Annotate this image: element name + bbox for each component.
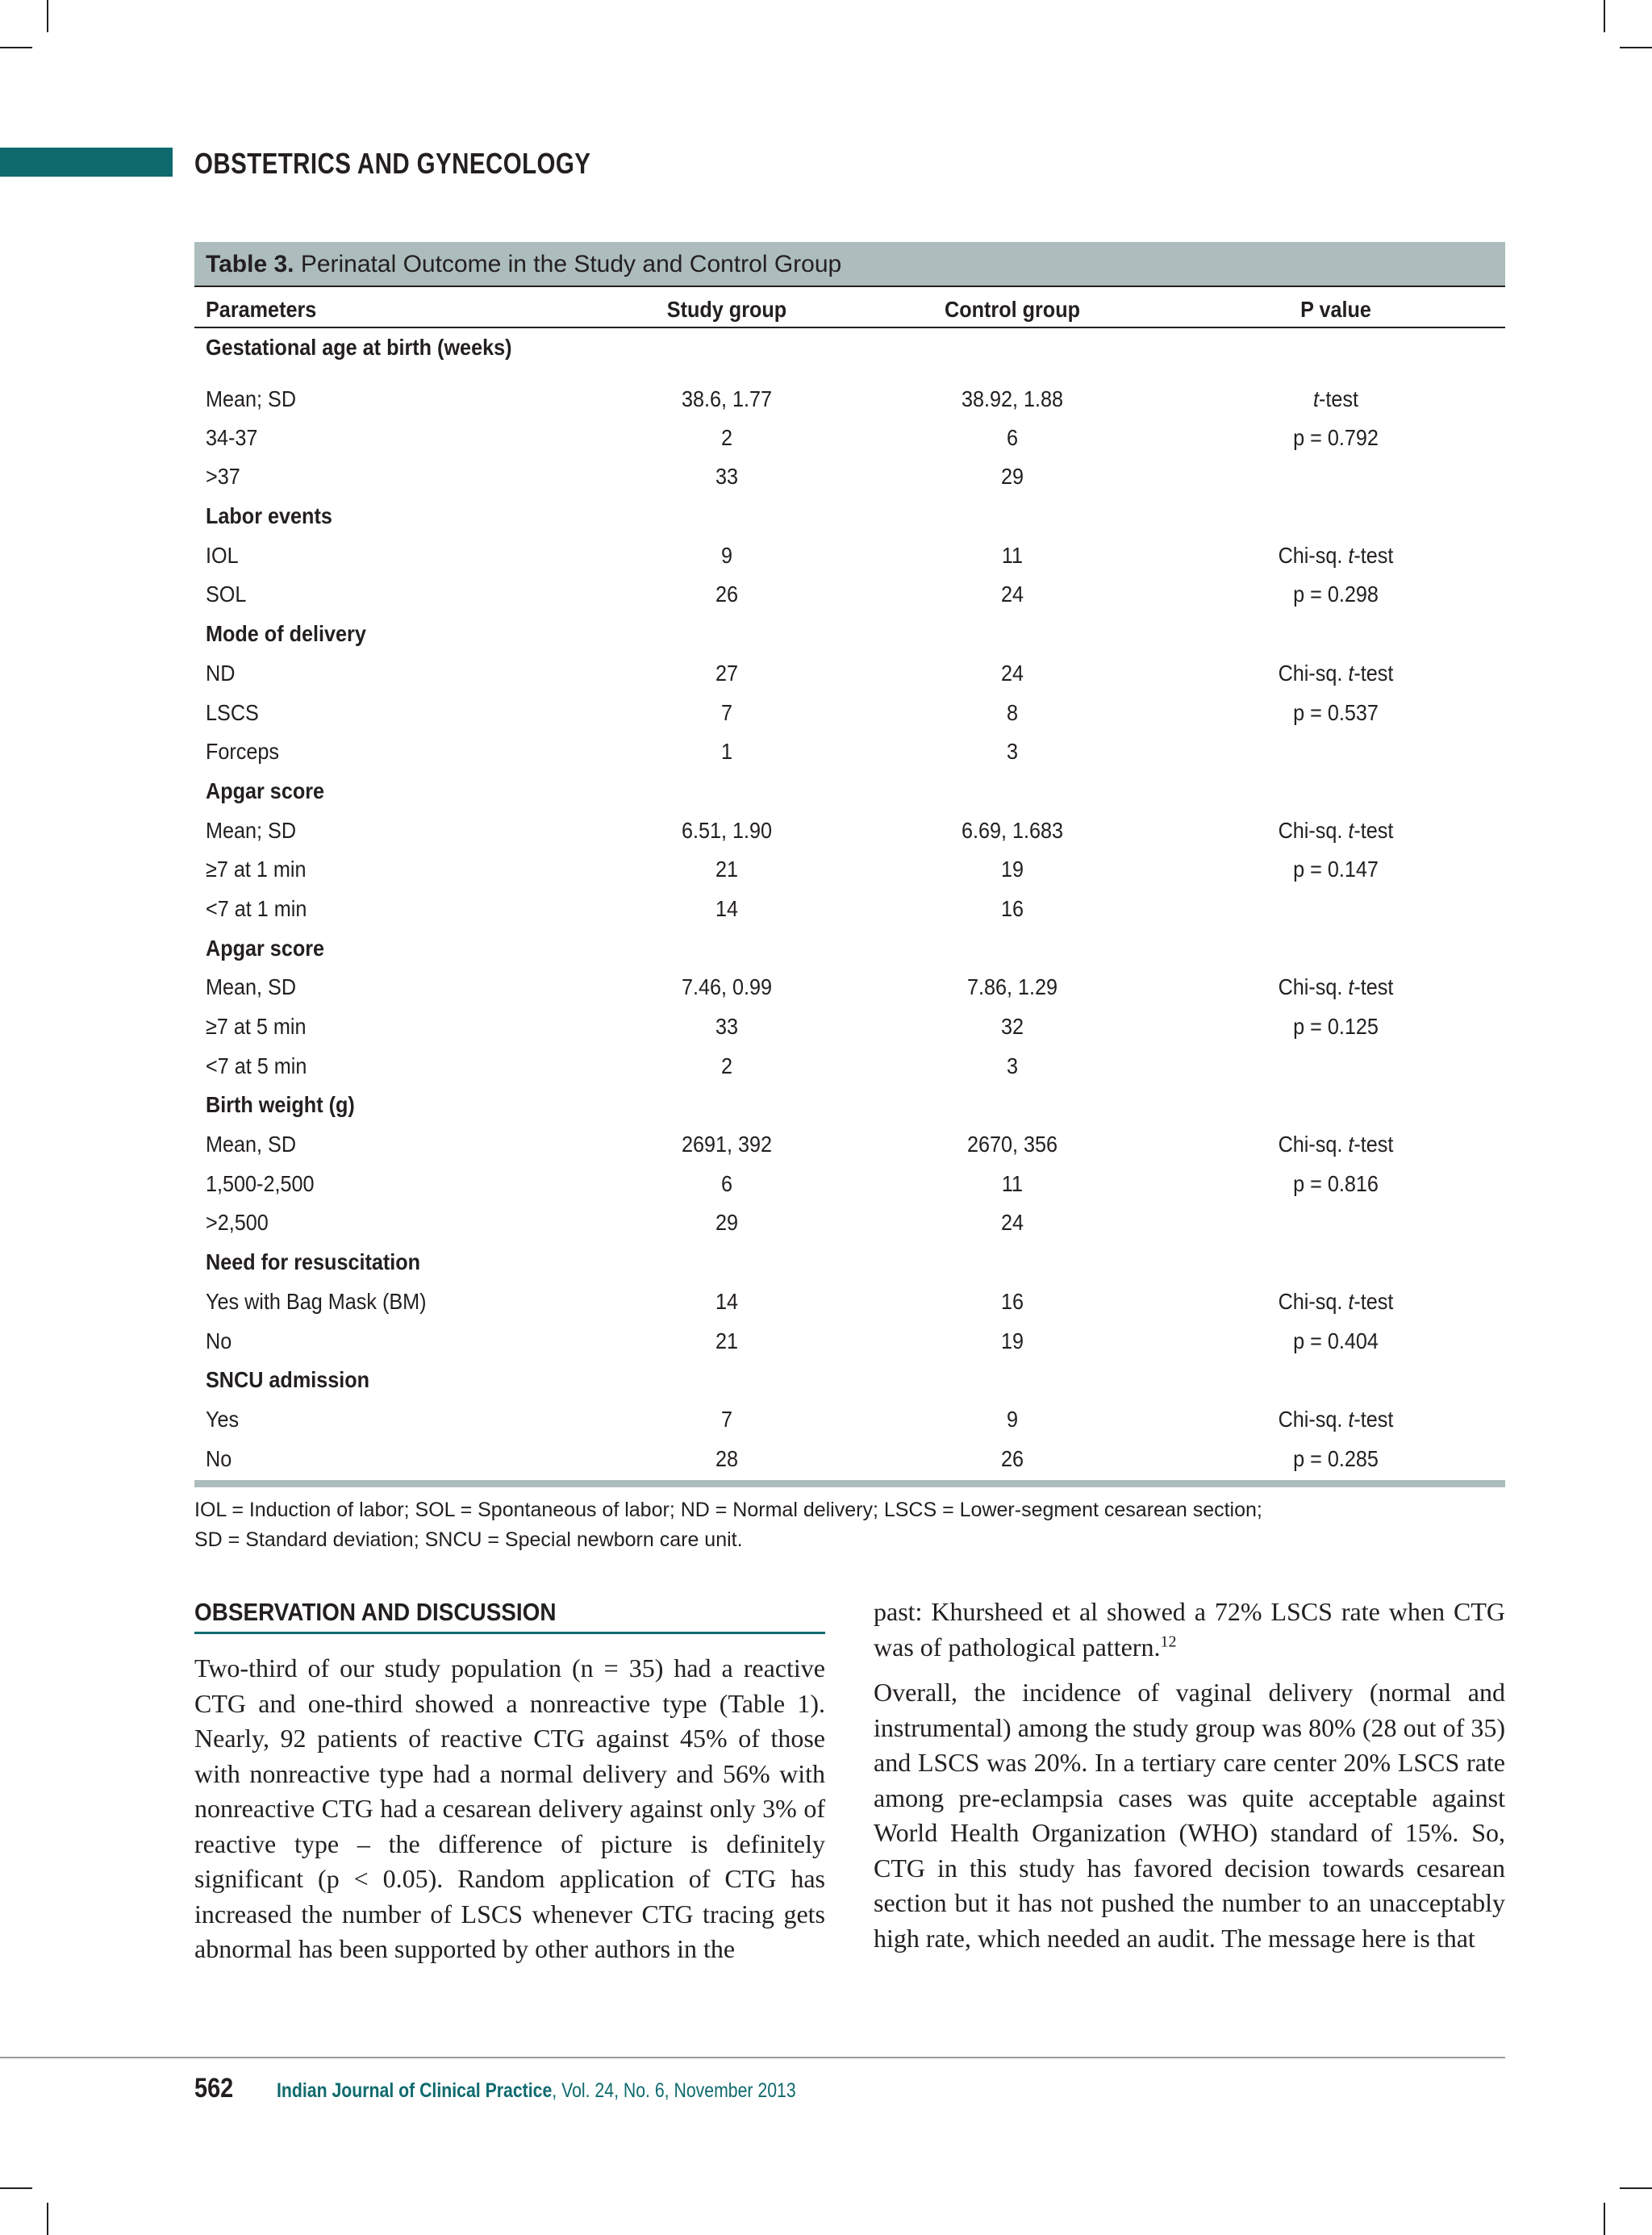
- table-row: [194, 369, 1505, 419]
- section-subheading: OBSERVATION AND DISCUSSION: [194, 1598, 557, 1626]
- row-label: ≥7 at 1 min: [206, 857, 307, 882]
- table-row: [194, 575, 1505, 615]
- crop-mark: [1604, 0, 1605, 32]
- study-value: 7: [720, 699, 733, 725]
- group-title: Birth weight (g): [206, 1092, 355, 1118]
- footer-rule: [0, 2057, 1505, 2058]
- row-label: No: [206, 1445, 232, 1471]
- section-title: OBSTETRICS AND GYNECOLOGY: [194, 147, 591, 180]
- p-value: Chi-sq. t-test: [1278, 1288, 1394, 1314]
- row-label: 34-37: [206, 424, 258, 450]
- p-value: Chi-sq. t-test: [1278, 542, 1394, 568]
- footnote-line: SD = Standard deviation; SNCU = Special newborn care unit.: [194, 1528, 743, 1551]
- study-value: 2691, 392: [681, 1132, 773, 1157]
- column-header: Study group: [666, 297, 787, 322]
- journal-name: Indian Journal of Clinical Practice: [277, 2079, 553, 2102]
- row-label: LSCS: [206, 699, 259, 725]
- body-paragraph: Overall, the incidence of vaginal delivery (normal and instrumental) among the study group was 80% (28 out of 35) and LSCS was 20%. In a tertiary care center 20% LSCS rate among pre-eclampsia cases was quite acceptable against World Health Organization (WHO) standard of 15%. So, CTG in this study has favored decision towards cesarean section but it has not pushed the number to an unacceptably high rate, which needed an audit. The message here is that: [874, 1678, 1505, 1953]
- control-value: 16: [1000, 895, 1024, 921]
- table-row: [194, 694, 1505, 733]
- table-group-row: [194, 772, 1505, 811]
- study-value: 26: [715, 582, 739, 607]
- column-header: Control group: [945, 297, 1080, 322]
- control-value: 3: [1006, 1053, 1019, 1078]
- study-value: 14: [715, 1288, 739, 1314]
- table-row: [194, 1203, 1505, 1243]
- row-label: <7 at 1 min: [206, 895, 307, 921]
- study-value: 28: [715, 1445, 739, 1471]
- table-caption-text: Perinatal Outcome in the Study and Control Group: [300, 251, 842, 277]
- row-label: >2,500: [206, 1210, 269, 1236]
- left-column: [194, 1651, 825, 1967]
- study-value: 7.46, 0.99: [681, 974, 773, 1000]
- p-value: p = 0.147: [1293, 857, 1379, 882]
- table-row: [194, 890, 1505, 929]
- control-value: 24: [1000, 660, 1024, 686]
- table-row: [194, 457, 1505, 497]
- column-header: Parameters: [206, 297, 317, 322]
- control-value: 19: [1000, 1328, 1024, 1353]
- footnote-line: IOL = Induction of labor; SOL = Spontaneous of labor; ND = Normal delivery; LSCS = Lower-segment cesarean section;: [194, 1499, 1262, 1521]
- table-row: [194, 1165, 1505, 1204]
- study-value: 6.51, 1.90: [681, 817, 773, 843]
- crop-mark: [47, 0, 48, 32]
- table-row: [194, 1125, 1505, 1165]
- control-value: 8: [1006, 699, 1019, 725]
- table-body: [194, 328, 1505, 1479]
- table-group-row: [194, 615, 1505, 654]
- p-value: p = 0.298: [1293, 582, 1379, 607]
- table-group-row: [194, 1243, 1505, 1282]
- table-caption-label: Table 3.: [206, 251, 294, 277]
- study-value: 38.6, 1.77: [681, 386, 773, 411]
- group-title: Apgar score: [206, 935, 325, 961]
- p-value: p = 0.537: [1293, 699, 1379, 725]
- row-label: Mean, SD: [206, 1132, 297, 1157]
- page-number: 562: [194, 2073, 234, 2104]
- table-row: [194, 732, 1505, 772]
- study-value: 2: [720, 424, 733, 450]
- control-value: 29: [1000, 464, 1024, 490]
- table-footnote: [194, 1495, 1262, 1555]
- outcome-table: [194, 242, 1505, 1487]
- group-title: Need for resuscitation: [206, 1249, 421, 1275]
- row-label: SOL: [206, 582, 247, 607]
- table-row: [194, 419, 1505, 458]
- study-value: 7: [720, 1406, 733, 1432]
- control-value: 6.69, 1.683: [961, 817, 1064, 843]
- table-row: [194, 654, 1505, 694]
- table-group-row: [194, 497, 1505, 536]
- study-value: 1: [720, 739, 733, 765]
- control-value: 16: [1000, 1288, 1024, 1314]
- row-label: Yes: [206, 1406, 240, 1432]
- study-value: 29: [715, 1210, 739, 1236]
- right-column: [874, 1595, 1505, 1956]
- reference-marker: 12: [1160, 1632, 1177, 1650]
- study-value: 33: [715, 464, 739, 490]
- group-title: Apgar score: [206, 778, 325, 803]
- control-value: 6: [1006, 424, 1019, 450]
- body-paragraph: Two-third of our study population (n = 35) had a reactive CTG and one-third showed a nonreactive type (Table 1). Nearly, 92 patients of reactive CTG against 45% of those with nonreactive type had a normal delivery and 56% with nonreactive CTG had a cesarean delivery against only 3% of reactive type – the difference of picture is definitely significant (p < 0.05). Random application of CTG has increased the number of LSCS whenever CTG tracing gets abnormal has been supported by other authors in the: [194, 1653, 825, 1963]
- control-value: 2670, 356: [966, 1132, 1058, 1157]
- section-color-bar: [0, 148, 173, 177]
- crop-mark: [1620, 2187, 1652, 2189]
- p-value: Chi-sq. t-test: [1278, 817, 1394, 843]
- p-value: p = 0.125: [1293, 1014, 1379, 1039]
- table-group-row: [194, 929, 1505, 969]
- row-label: Mean, SD: [206, 974, 297, 1000]
- table-group-row: [194, 1361, 1505, 1400]
- table-header: [194, 287, 1505, 328]
- row-label: 1,500-2,500: [206, 1170, 315, 1196]
- group-title: Gestational age at birth (weeks): [206, 334, 512, 360]
- control-value: 11: [1001, 542, 1024, 568]
- row-label: >37: [206, 464, 240, 490]
- crop-mark: [0, 47, 32, 48]
- paragraph-text: past: Khursheed et al showed a 72% LSCS rate when CTG was of pathological pattern.: [874, 1597, 1505, 1662]
- row-label: Mean; SD: [206, 817, 297, 843]
- body-paragraph: [874, 1595, 1505, 1665]
- group-title: SNCU admission: [206, 1367, 370, 1393]
- table-row: [194, 1282, 1505, 1322]
- journal-citation: [277, 2079, 796, 2103]
- p-value: Chi-sq. t-test: [1278, 1132, 1394, 1157]
- row-label: ≥7 at 5 min: [206, 1014, 307, 1039]
- table-bottom-rule: [194, 1480, 1505, 1487]
- table-group-row: [194, 1086, 1505, 1125]
- p-value: p = 0.285: [1293, 1445, 1379, 1471]
- row-label: <7 at 5 min: [206, 1053, 307, 1078]
- study-value: 21: [715, 1328, 739, 1353]
- row-label: Mean; SD: [206, 386, 297, 411]
- control-value: 26: [1000, 1445, 1024, 1471]
- p-value: Chi-sq. t-test: [1278, 1406, 1394, 1432]
- control-value: 3: [1006, 739, 1019, 765]
- control-value: 38.92, 1.88: [961, 386, 1064, 411]
- p-value: t-test: [1312, 386, 1359, 411]
- table-row: [194, 850, 1505, 890]
- table-row: [194, 1440, 1505, 1479]
- p-value: p = 0.404: [1293, 1328, 1379, 1353]
- subheading-rule: [194, 1632, 825, 1634]
- p-value: p = 0.816: [1293, 1170, 1379, 1196]
- table-row: [194, 1007, 1505, 1047]
- study-value: 27: [715, 660, 739, 686]
- column-header: P value: [1300, 297, 1371, 322]
- control-value: 11: [1001, 1170, 1024, 1196]
- group-title: Labor events: [206, 503, 332, 529]
- row-label: ND: [206, 660, 236, 686]
- table-row: [194, 1400, 1505, 1440]
- table-row: [194, 536, 1505, 576]
- study-value: 2: [720, 1053, 733, 1078]
- p-value: p = 0.792: [1293, 424, 1379, 450]
- study-value: 14: [715, 895, 739, 921]
- crop-mark: [0, 2187, 32, 2189]
- table-row: [194, 1047, 1505, 1086]
- row-label: Forceps: [206, 739, 280, 765]
- journal-issue: , Vol. 24, No. 6, November 2013: [552, 2079, 796, 2102]
- row-label: Yes with Bag Mask (BM): [206, 1288, 427, 1314]
- table-caption: [194, 242, 1505, 287]
- control-value: 7.86, 1.29: [966, 974, 1058, 1000]
- crop-mark: [1620, 47, 1652, 48]
- table-group-row: [194, 328, 1505, 369]
- control-value: 9: [1006, 1406, 1019, 1432]
- table-row: [194, 968, 1505, 1007]
- study-value: 33: [715, 1014, 739, 1039]
- study-value: 21: [715, 857, 739, 882]
- study-value: 9: [720, 542, 733, 568]
- study-value: 6: [720, 1170, 733, 1196]
- crop-mark: [47, 2203, 48, 2235]
- table-row: [194, 811, 1505, 851]
- p-value: Chi-sq. t-test: [1278, 974, 1394, 1000]
- control-value: 19: [1000, 857, 1024, 882]
- control-value: 24: [1000, 582, 1024, 607]
- row-label: No: [206, 1328, 232, 1353]
- row-label: IOL: [206, 542, 239, 568]
- crop-mark: [1604, 2203, 1605, 2235]
- control-value: 32: [1000, 1014, 1024, 1039]
- group-title: Mode of delivery: [206, 621, 366, 647]
- control-value: 24: [1000, 1210, 1024, 1236]
- table-row: [194, 1322, 1505, 1361]
- p-value: Chi-sq. t-test: [1278, 660, 1394, 686]
